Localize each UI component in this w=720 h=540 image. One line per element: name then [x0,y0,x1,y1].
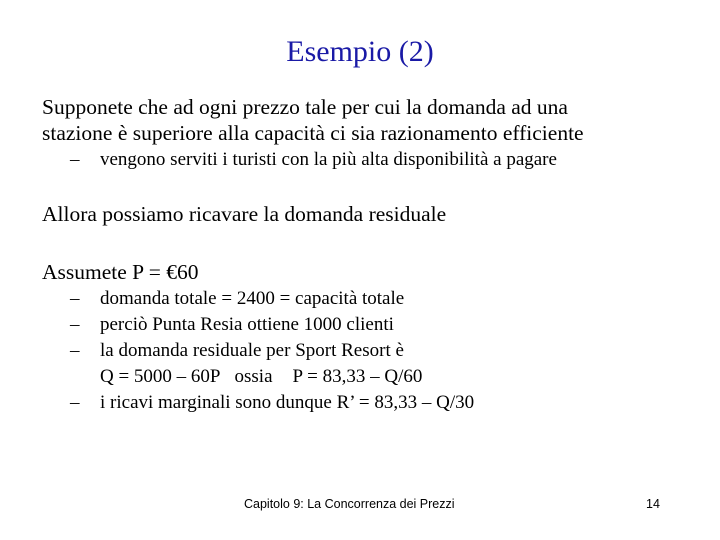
footer-chapter: Capitolo 9: La Concorrenza dei Prezzi [244,497,455,511]
dash-marker: – [70,288,80,309]
dash-marker: – [70,314,80,335]
intro-line-1: Supponete che ad ogni prezzo tale per cui la domanda ad una [42,95,568,119]
formula-quantity: Q = 5000 – 60P [100,366,221,387]
intro-bullet [0,147,720,173]
assume-bullet-3 [0,338,720,364]
dash-marker: – [70,392,80,413]
formula-price: P = 83,33 – Q/60 [292,366,423,387]
formula-connector: ossia [234,366,273,387]
residual-demand-text: Allora possiamo ricavare la domanda residuale [42,202,447,226]
intro-bullet-text: vengono serviti i turisti con la più alta disponibilità a pagare [100,149,557,170]
assume-bullet-text: i ricavi marginali sono dunque R’ = 83,33 – Q/30 [100,392,475,413]
assume-bullet-4 [0,390,720,416]
assume-bullet-2 [0,312,720,338]
assume-bullet-text: perciò Punta Resia ottiene 1000 clienti [100,314,394,335]
assume-bullet-1 [0,286,720,312]
assume-bullet-text: domanda totale = 2400 = capacità totale [100,288,405,309]
dash-marker: – [70,149,80,170]
slide-title: Esempio (2) [286,35,434,68]
assume-heading: Assumete P = €60 [42,260,199,284]
assume-bullet-text: la domanda residuale per Sport Resort è [100,340,404,361]
footer-page-number: 14 [646,497,660,511]
residual-demand-formula [100,364,422,390]
dash-marker: – [70,340,80,361]
intro-line-2: stazione è superiore alla capacità ci sia razionamento efficiente [42,121,584,145]
